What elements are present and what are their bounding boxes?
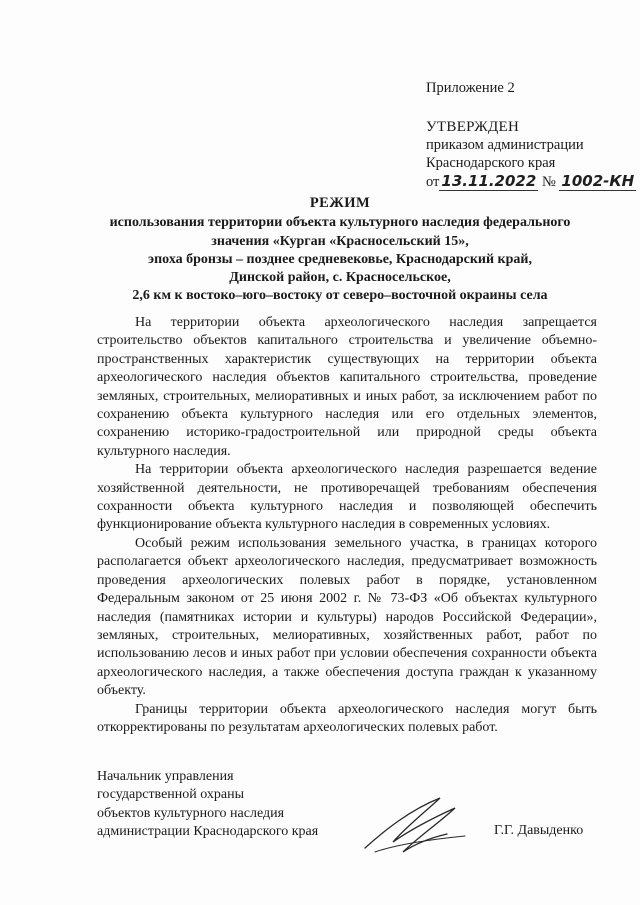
paragraph-prohibitions: На территории объекта археологического наследия запрещается строительство объектов капитального строительства и увеличение объемно-пространственных характеристик существующих на территории объекта археологического наследия объектов капитального строительства, проведение земляных, строительных, мелиоративных и иных работ, за исключением работ по сохранению объекта культурного наследия или его отдельных элементов, сохранению историко-градостроительной или природной среды объекта культурного наследия. — [97, 315, 597, 459]
handwritten-signature — [355, 790, 475, 860]
signature-position — [97, 768, 318, 842]
approved-line: приказом администрации — [426, 137, 584, 153]
approval-block — [426, 118, 636, 191]
position-line: объектов культурного наследия — [97, 805, 285, 821]
order-prefix: от — [426, 174, 440, 190]
document-body — [97, 314, 597, 737]
order-date: 13.11.2022 — [441, 172, 537, 190]
appendix-label: Приложение 2 — [426, 80, 515, 96]
paragraph-boundaries: Границы территории объекта археологического наследия могут быть откорректированы по результатам археологических полевых работ. — [97, 701, 597, 735]
approved-title: УТВЕРЖДЕН — [426, 119, 520, 135]
heading-line: использования территории объекта культурного наследия федерального — [109, 215, 571, 231]
heading-line: значения «Курган «Красносельский 15», — [211, 233, 469, 249]
paragraph-special-regime: Особый режим использования земельного участка, в границах которого располагается объект археологического наследия, предусматривает возможность проведения археологических полевых работ в порядке, установленном Федеральным законом от 25 июня 2002 г. № 73-ФЗ «Об объектах культурного наследия (памятниках истории и культуры) народов Российской Федерации», земляных, строительных, мелиоративных, хозяйственных работ, работ по использованию лесов и иных работ при условии обеспечения сохранности объекта археологического наследия, а также обеспечения доступа граждан к указанному объекту. — [97, 535, 597, 699]
signatory-name: Г.Г. Давыденко — [494, 823, 584, 838]
position-line: администрации Краснодарского края — [97, 824, 319, 840]
order-number: 1002-КН — [561, 172, 635, 190]
order-line — [426, 172, 636, 191]
document-heading — [80, 194, 600, 306]
paragraph-permissions: На территории объекта археологического наследия разрешается ведение хозяйственной деятельности, не противоречащей требованиям обеспечения сохранности объекта культурного наследия и позволяющей обеспечить функционирование объекта культурного наследия в современных условиях. — [97, 462, 597, 533]
heading-title: РЕЖИМ — [309, 195, 371, 211]
position-line: Начальник управления — [97, 769, 234, 784]
heading-line: Динской район, с. Красносельское, — [229, 270, 451, 286]
heading-line: 2,6 км к востоко–юго–востоку от северо–восточной окраины села — [132, 288, 548, 304]
position-line: государственной охраны — [97, 787, 245, 803]
heading-line: эпоха бронзы – позднее средневековье, Краснодарский край, — [148, 251, 532, 267]
order-number-label: № — [541, 174, 556, 190]
approved-line: Краснодарского края — [426, 155, 556, 171]
